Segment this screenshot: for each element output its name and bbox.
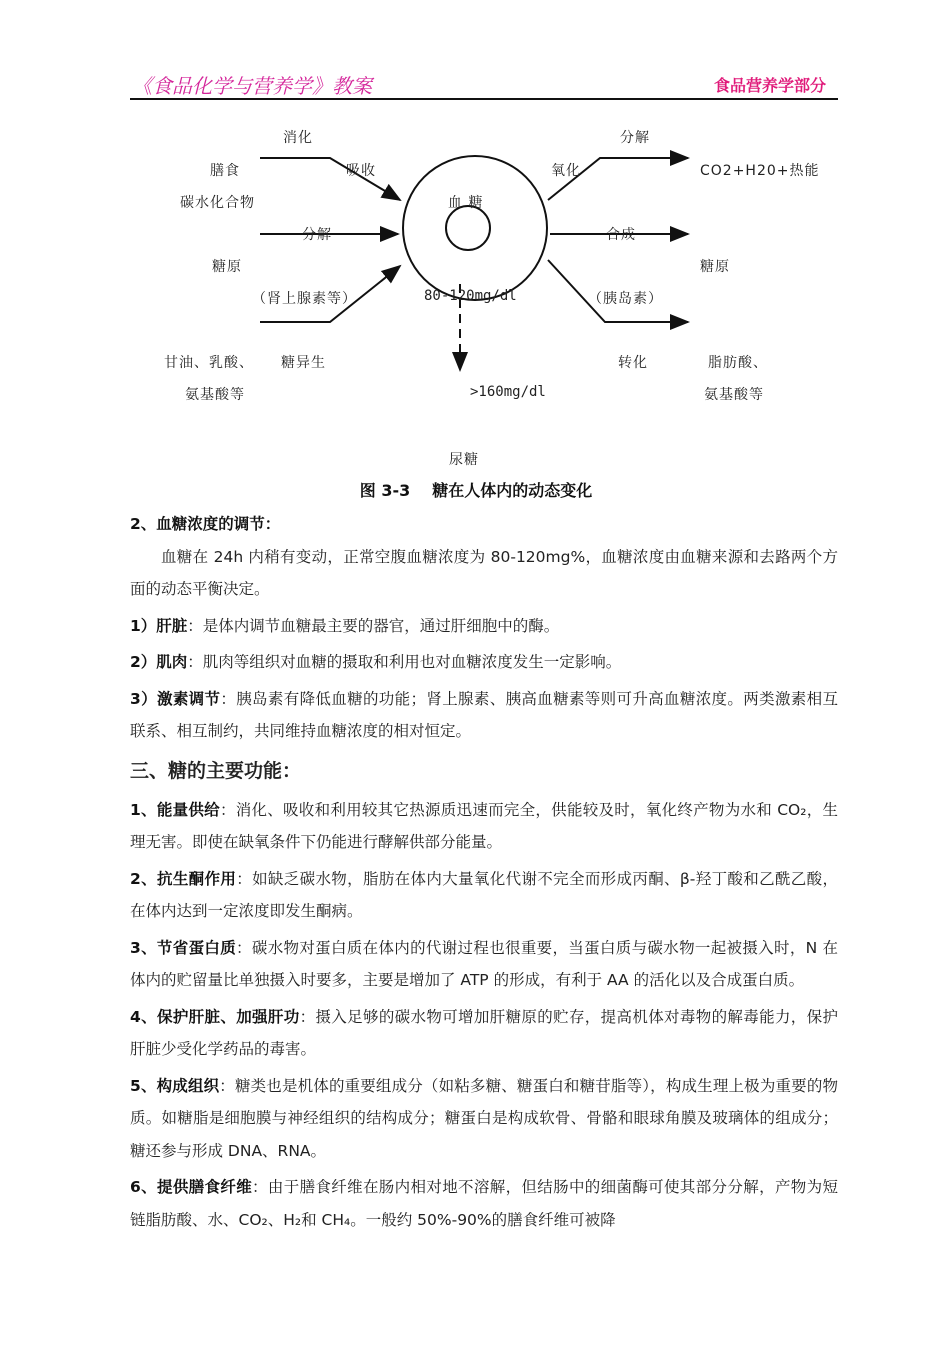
section-heading: 三、糖的主要功能： bbox=[130, 759, 302, 782]
label-absorb: 吸收 bbox=[346, 163, 376, 179]
paragraph-fiber: 6、提供膳食纤维：由于膳食纤维在肠内相对地不溶解，但结肠中的细菌酶可使其部分分解，产物为短链脂肪酸、水、CO₂、H₂和 CH₄。一般约 50%-90%的膳食纤维可被降 bbox=[130, 1178, 838, 1229]
arrow-diet bbox=[260, 158, 400, 200]
label-blood-sugar: 血 糖 bbox=[448, 195, 484, 211]
course-title: 《食品化学与营养学》教案 bbox=[132, 74, 372, 98]
paragraph-antiketone: 2、抗生酮作用：如缺乏碳水物，脂肪在体内大量氧化代谢不完全而形成丙酮、β-羟丁酸和乙酰乙酸，在体内达到一定浓度即发生酮病。 bbox=[130, 869, 838, 920]
paragraph-liver-protect: 4、保护肝脏、加强肝功：摄入足够的碳水物可增加肝糖原的贮存，提高机体对毒物的解毒能力，保护肝脏少受化学药品的毒害。 bbox=[130, 1007, 838, 1058]
section-title: 食品营养学部分 bbox=[713, 76, 826, 95]
diagram-lines bbox=[0, 0, 952, 480]
figure-caption bbox=[0, 478, 952, 501]
label-precursors: 甘油、乳酸、 bbox=[164, 355, 254, 371]
label-carb: 碳水化合物 bbox=[180, 195, 255, 211]
label-amino-in: 氨基酸等 bbox=[185, 387, 245, 403]
label-normal-range: 80-120mg/dl bbox=[424, 288, 517, 304]
label-fatty: 脂肪酸、 bbox=[708, 355, 768, 371]
label-decompose-in: 分解 bbox=[302, 227, 332, 243]
label-products: CO2+H20+热能 bbox=[700, 163, 820, 179]
label-oxidize: 氧化 bbox=[551, 163, 581, 179]
body-text bbox=[130, 508, 838, 1236]
label-insulin: （胰岛素） bbox=[588, 291, 663, 307]
figure-number: 图 3-3 bbox=[359, 481, 411, 500]
paragraph-energy: 1、能量供给：消化、吸收和利用较其它热源质迅速而完全，供能较及时，氧化终产物为水和 CO₂，生理无害。即使在缺氧条件下仍能进行酵解供部分能量。 bbox=[130, 800, 838, 851]
blood-sugar-outer-circle bbox=[403, 156, 547, 300]
label-diet: 膳食 bbox=[210, 163, 240, 179]
label-synth: 合成 bbox=[606, 227, 636, 243]
label-urine: 尿糖 bbox=[449, 452, 479, 468]
paragraph-tissue: 5、构成组织：糖类也是机体的重要组成分（如粘多糖、糖蛋白和糖苷脂等），构成生理上极为重要的物质。如糖脂是细胞膜与神经组织的结构成分；糖蛋白是构成软骨、骨骼和眼球角膜及玻璃体的组成分；糖还参与形成 DNA、RNA。 bbox=[130, 1076, 838, 1160]
paragraph-hormone: 3）激素调节：胰岛素有降低血糖的功能；肾上腺素、胰高血糖素等则可升高血糖浓度。两类激素相互联系、相互制约，共同维持血糖浓度的相对恒定。 bbox=[130, 689, 838, 740]
subsection-title: 2、血糖浓度的调节： bbox=[130, 515, 281, 533]
figure-title: 糖在人体内的动态变化 bbox=[432, 481, 593, 500]
paragraph-muscle: 2）肌肉：肌肉等组织对血糖的摄取和利用也对血糖浓度发生一定影响。 bbox=[130, 653, 622, 671]
paragraph-liver: 1）肝脏：是体内调节血糖最主要的器官，通过肝细胞中的酶。 bbox=[130, 616, 560, 635]
label-amino-out: 氨基酸等 bbox=[704, 387, 764, 403]
label-digest: 消化 bbox=[283, 130, 313, 146]
label-gluconeo: 糖异生 bbox=[281, 355, 326, 371]
blood-sugar-inner-circle bbox=[446, 206, 490, 250]
label-glycogen-in: 糖原 bbox=[212, 259, 242, 275]
paragraph-intro: 血糖在 24h 内稍有变动，正常空腹血糖浓度为 80-120mg%，血糖浓度由血糖来源和去路两个方面的动态平衡决定。 bbox=[130, 547, 838, 598]
label-transform: 转化 bbox=[618, 355, 648, 371]
label-decompose-out: 分解 bbox=[620, 130, 650, 146]
label-high-threshold: >160mg/dl bbox=[470, 384, 546, 400]
label-adrenaline: （肾上腺素等） bbox=[252, 291, 357, 307]
blood-sugar-diagram bbox=[0, 0, 952, 480]
paragraph-protein: 3、节省蛋白质：碳水物对蛋白质在体内的代谢过程也很重要，当蛋白质与碳水物一起被摄入时，N 在体内的贮留量比单独摄入时要多，主要是增加了 ATP 的形成，有利于 AA 的活化以及合成蛋白质。 bbox=[130, 938, 838, 989]
label-glycogen-out: 糖原 bbox=[700, 259, 730, 275]
